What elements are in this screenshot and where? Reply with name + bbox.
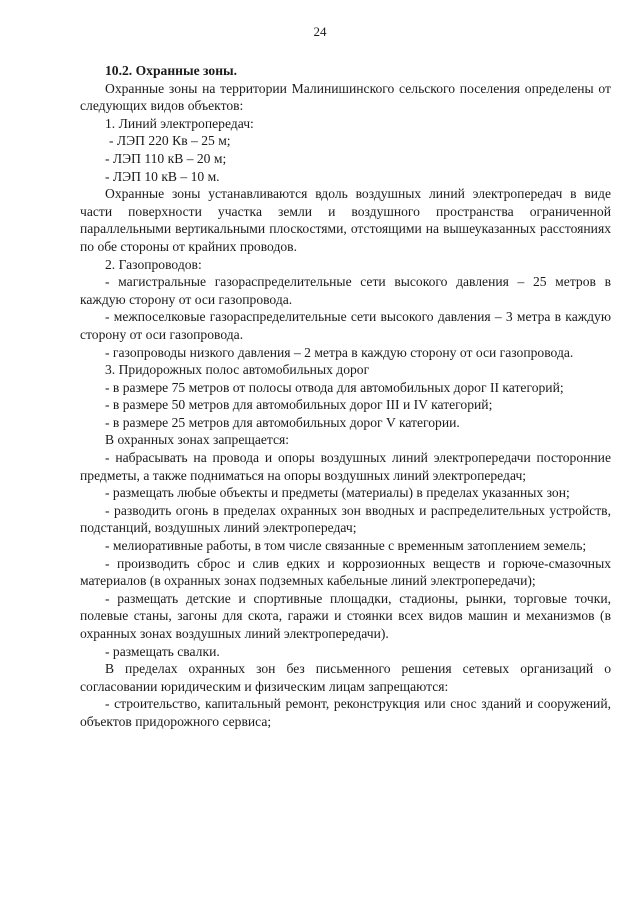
paragraph: - размещать любые объекты и предметы (материалы) в пределах указанных зон; bbox=[105, 485, 570, 501]
paragraph: - разводить огонь в пределах охранных зон вводных и распределительных устройств, подстанций, воздушных линий электропередач; bbox=[80, 502, 611, 536]
paragraph: - строительство, капитальный ремонт, реконструкция или снос зданий и сооружений, объектов придорожного сервиса; bbox=[80, 696, 611, 729]
paragraph: - газопроводы низкого давления – 2 метра в каждую сторону от оси газопровода. bbox=[105, 344, 574, 360]
paragraph: В пределах охранных зон без письменного решения сетевых организаций о согласовании юридическим и физическим лицам запрещаются: bbox=[80, 661, 611, 694]
paragraph: 2. Газопроводов: bbox=[105, 256, 202, 272]
paragraph: - набрасывать на провода и опоры воздушных линий электропередачи посторонние предметы, а также подниматься на опоры воздушных линий электропередач; bbox=[80, 450, 611, 483]
paragraph: 3. Придорожных полос автомобильных дорог bbox=[105, 362, 370, 378]
paragraph: - в размере 25 метров для автомобильных дорог V категории. bbox=[105, 414, 460, 430]
paragraph: - в размере 50 метров для автомобильных дорог III и IV категорий; bbox=[105, 397, 493, 413]
paragraph: 1. Линий электропередач: bbox=[105, 115, 254, 131]
page-number: 24 bbox=[313, 24, 327, 39]
paragraph: Охранные зоны устанавливаются вдоль воздушных линий электропередач в виде части поверхности участка земли и воздушного пространства ограниченной параллельными вертикальными плоскостями, отстоящими на вышеуказанных расстояниях по обе стороны от крайних проводов. bbox=[80, 186, 611, 254]
paragraph: В охранных зонах запрещается: bbox=[105, 432, 290, 448]
paragraph: - магистральные газораспределительные сети высокого давления – 25 метров в каждую сторону от оси газопровода. bbox=[80, 274, 611, 307]
paragraph: - межпоселковые газораспределительные сети высокого давления – 3 метра в каждую сторону от оси газопровода. bbox=[80, 309, 611, 342]
paragraph: - ЛЭП 110 кВ – 20 м; bbox=[105, 150, 227, 166]
document-body bbox=[80, 62, 611, 731]
paragraph: - в размере 75 метров от полосы отвода для автомобильных дорог II категорий; bbox=[105, 379, 564, 395]
paragraph: Охранные зоны на территории Малинишинского сельского поселения определены от следующих видов объектов: bbox=[80, 80, 611, 114]
section-heading: 10.2. Охранные зоны. bbox=[105, 63, 238, 78]
paragraph: - ЛЭП 220 Кв – 25 м; bbox=[109, 133, 231, 149]
paragraph: - размещать свалки. bbox=[105, 643, 220, 659]
paragraph: - производить сброс и слив едких и коррозионных веществ и горюче-смазочных материалов (в охранных зонах подземных кабельные линий электропередачи); bbox=[80, 555, 611, 589]
paragraph: - ЛЭП 10 кВ – 10 м. bbox=[105, 168, 220, 184]
paragraph: - размещать детские и спортивные площадки, стадионы, рынки, торговые точки, полевые станы, загоны для скота, гаражи и стоянки всех видов машин и механизмов (в охранных зонах воздушных линий электропередачи). bbox=[80, 590, 611, 641]
paragraph: - мелиоративные работы, в том числе связанные с временным затоплением земель; bbox=[105, 538, 587, 554]
